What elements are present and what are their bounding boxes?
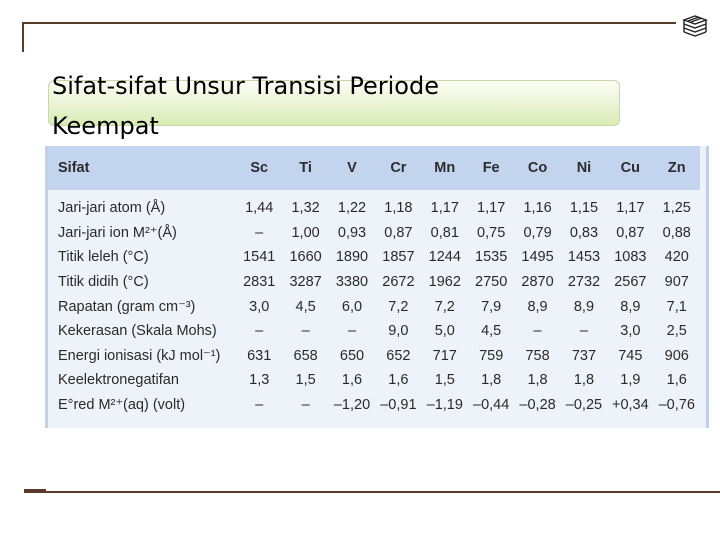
- table-cell: 1,00: [291, 224, 320, 241]
- table-cell: 3,0: [620, 323, 641, 340]
- table-cell: 1857: [382, 249, 415, 266]
- table-cell: 3380: [335, 274, 369, 291]
- table-cell: 906: [664, 347, 689, 364]
- table-cell: 1,25: [662, 200, 691, 217]
- header-element: V: [347, 160, 357, 176]
- table-cell: 759: [479, 347, 504, 364]
- table-cell: 652: [386, 347, 411, 364]
- row-property-label: E°red M²⁺(aq) (volt): [58, 397, 186, 414]
- table-cell: 6,0: [341, 298, 363, 315]
- table-cell: 1,22: [337, 200, 367, 217]
- table-cell: 4,5: [295, 298, 316, 315]
- table-cell: 1,3: [249, 372, 270, 389]
- table-cell: 7,2: [434, 298, 455, 315]
- table-row: [48, 196, 700, 221]
- header-element: Sc: [250, 160, 269, 176]
- table-row: [48, 221, 700, 246]
- table-cell: 0,75: [477, 224, 506, 241]
- header-element: Mn: [434, 160, 456, 176]
- table-cell: 758: [525, 347, 550, 364]
- table-cell: 0,87: [384, 224, 413, 241]
- transition-metal-properties-table: [48, 146, 700, 417]
- table-cell: 1,6: [666, 372, 687, 389]
- table-cell: 2,5: [666, 323, 687, 340]
- table-cell: 1,18: [384, 200, 413, 217]
- table-cell: –: [533, 323, 542, 340]
- table-cell: –1,19: [426, 397, 463, 414]
- table-cell: 0,79: [523, 224, 552, 241]
- table-cell: 1,17: [477, 200, 506, 217]
- table-cell: 2831: [243, 274, 276, 291]
- table-cell: 2870: [521, 274, 554, 291]
- row-property-label: Energi ionisasi (kJ mol⁻¹): [58, 347, 221, 364]
- table-cell: 0,83: [569, 224, 599, 241]
- table-cell: –: [255, 224, 264, 241]
- table-cell: 7,1: [666, 298, 687, 315]
- table-cell: 1244: [428, 249, 461, 266]
- table-cell: 1083: [614, 249, 647, 266]
- header-element: Zn: [667, 160, 686, 176]
- table-cell: 7,2: [388, 298, 409, 315]
- table-cell: –0,25: [565, 397, 603, 414]
- table-row: [48, 368, 700, 393]
- header-element: Cu: [620, 160, 640, 176]
- table-cell: 0,93: [337, 224, 367, 241]
- table-cell: 1,8: [481, 372, 502, 389]
- table-cell: 1,5: [295, 372, 316, 389]
- table-cell: 7,9: [481, 298, 502, 315]
- table-cell: 1,17: [616, 200, 645, 217]
- table-cell: 1,6: [341, 372, 363, 389]
- table-cell: 1,8: [527, 372, 548, 389]
- table-cell: –: [301, 323, 310, 340]
- table-cell: 631: [247, 347, 272, 364]
- row-property-label: Titik leleh (°C): [58, 249, 149, 266]
- table-row: [48, 344, 700, 369]
- table-cell: 2672: [382, 274, 415, 291]
- row-property-label: Jari-jari ion M²⁺(Å): [58, 224, 177, 241]
- stacked-books-logo-icon: [682, 12, 708, 38]
- table-header-row: [48, 146, 700, 190]
- table-cell: 1,17: [430, 200, 459, 217]
- table-cell: 9,0: [388, 323, 409, 340]
- table-cell: –0,91: [380, 397, 417, 414]
- slide-frame-bottom-line: [24, 491, 720, 493]
- table-row: [48, 319, 700, 344]
- header-element: Ni: [576, 160, 592, 176]
- table-cell: 907: [664, 274, 689, 291]
- table-cell: 8,9: [620, 298, 641, 315]
- table-cell: –0,44: [473, 397, 510, 414]
- slide-title: Sifat-sifat Unsur Transisi Periode Keempat: [52, 72, 439, 140]
- header-element: Co: [527, 160, 548, 176]
- table-cell: 1541: [243, 249, 276, 266]
- table-cell: 3287: [289, 274, 322, 291]
- table-cell: 737: [571, 347, 597, 364]
- table-cell: –: [301, 397, 310, 414]
- row-property-label: Jari-jari atom (Å): [58, 200, 166, 217]
- table-cell: 0,81: [430, 224, 459, 241]
- table-cell: 1453: [567, 249, 601, 266]
- table-cell: 1,32: [291, 200, 320, 217]
- row-property-label: Keelektronegatifan: [58, 372, 179, 389]
- table-cell: 717: [432, 347, 457, 364]
- table-cell: 2750: [475, 274, 508, 291]
- table-cell: 1890: [335, 249, 369, 266]
- table-cell: 1,8: [573, 372, 595, 389]
- row-property-label: Rapatan (gram cm⁻³): [58, 298, 196, 315]
- table-row: [48, 294, 700, 319]
- table-cell: 1535: [475, 249, 508, 266]
- table-cell: 2567: [614, 274, 647, 291]
- table-cell: 1962: [428, 274, 461, 291]
- header-element: Fe: [482, 160, 500, 176]
- table-cell: 420: [664, 249, 689, 266]
- table-cell: 1,9: [620, 372, 641, 389]
- slide-frame-left-line: [22, 22, 24, 52]
- table-cell: –: [579, 323, 588, 340]
- properties-table-panel: [45, 146, 709, 428]
- row-property-label: Titik didih (°C): [58, 274, 149, 291]
- table-cell: 1,15: [569, 200, 599, 217]
- header-property: Sifat: [58, 160, 90, 176]
- table-row: [48, 393, 700, 418]
- table-cell: 1495: [521, 249, 554, 266]
- table-cell: 8,9: [573, 298, 595, 315]
- table-cell: 745: [618, 347, 643, 364]
- table-cell: 0,88: [662, 224, 691, 241]
- table-row: [48, 245, 700, 270]
- table-cell: –1,20: [333, 397, 371, 414]
- table-cell: 658: [293, 347, 318, 364]
- table-cell: 1,16: [523, 200, 552, 217]
- table-cell: 1,44: [245, 200, 274, 217]
- table-cell: 8,9: [527, 298, 548, 315]
- header-element: Cr: [390, 160, 407, 176]
- header-element: Ti: [299, 160, 312, 176]
- table-cell: 3,0: [249, 298, 270, 315]
- table-cell: 5,0: [434, 323, 455, 340]
- table-cell: –0,28: [519, 397, 556, 414]
- table-cell: –: [255, 323, 264, 340]
- table-cell: 1,5: [434, 372, 455, 389]
- table-cell: –: [255, 397, 264, 414]
- table-cell: –: [347, 323, 357, 340]
- table-cell: 1,6: [388, 372, 409, 389]
- table-cell: 4,5: [481, 323, 502, 340]
- table-cell: 650: [339, 347, 365, 364]
- table-cell: –0,76: [658, 397, 695, 414]
- table-cell: 2732: [567, 274, 601, 291]
- table-cell: 0,87: [616, 224, 645, 241]
- table-row: [48, 270, 700, 295]
- table-cell: 1660: [289, 249, 322, 266]
- slide-frame-top-line: [24, 22, 676, 24]
- table-cell: +0,34: [611, 397, 649, 414]
- row-property-label: Kekerasan (Skala Mohs): [58, 323, 217, 340]
